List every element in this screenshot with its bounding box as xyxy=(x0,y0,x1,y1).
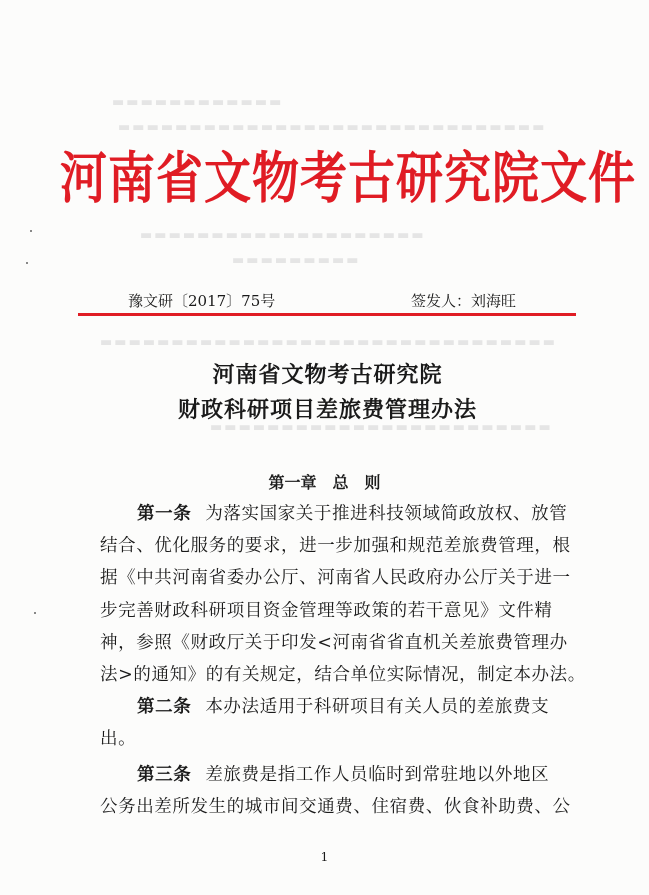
bleed-through-text: ▬▬▬▬▬▬▬▬▬ xyxy=(232,253,361,268)
article-first-line xyxy=(137,500,568,525)
article-text-line: 法>的通知》的有关规定，结合单位实际情况，制定本办法。 xyxy=(100,665,586,685)
article-text: 差旅费是指工作人员临时到常驻地以外地区 xyxy=(205,765,550,785)
scan-speck xyxy=(30,230,32,232)
article-label: 第一条 xyxy=(137,504,192,524)
article-text-line: 神，参照《财政厅关于印发<河南省省直机关差旅费管理办 xyxy=(100,633,568,653)
article-first-line xyxy=(137,693,558,718)
article-label: 第二条 xyxy=(137,697,192,717)
article-text-line: 结合、优化服务的要求，进一步加强和规范差旅费管理，根 xyxy=(100,536,571,556)
scan-speck xyxy=(26,262,28,264)
article-text-line: 据《中共河南省委办公厅、河南省人民政府办公厅关于进一 xyxy=(100,568,571,588)
red-separator-line xyxy=(78,313,576,316)
article-text: 本办法适用于科研项目有关人员的差旅费支 xyxy=(205,697,550,717)
issuer-signature: 签发人：刘海旺 xyxy=(411,292,517,310)
scan-speck xyxy=(34,612,36,614)
bleed-through-text: ▬▬▬▬▬▬▬▬▬▬▬▬▬▬▬▬▬▬▬▬▬▬▬▬ xyxy=(210,420,553,435)
article-label: 第三条 xyxy=(137,765,192,785)
article-text-line: 出。 xyxy=(100,729,137,749)
article-text-line: 步完善财政科研项目资金管理等政策的若干意见》文件精 xyxy=(100,601,553,621)
bleed-through-text: ▬▬▬▬▬▬▬▬▬▬▬▬ xyxy=(112,95,284,110)
bleed-through-text: ▬▬▬▬▬▬▬▬▬▬▬▬▬▬▬▬▬▬▬▬ xyxy=(140,228,426,243)
article-text: 为落实国家关于推进科技领域简政放权、放管 xyxy=(205,504,568,524)
page-number: 1 xyxy=(320,850,329,864)
article-text-line: 公务出差所发生的城市间交通费、住宿费、伙食补助费、公 xyxy=(100,797,571,817)
chapter-heading: 第一章 总 则 xyxy=(268,473,381,492)
document-number: 豫文研〔2017〕75号 xyxy=(128,292,276,310)
bleed-through-text: ▬▬▬▬▬▬▬▬▬▬▬▬▬▬▬▬▬▬▬▬▬▬▬▬▬▬▬▬▬▬ xyxy=(118,120,547,135)
document-title-line-1: 河南省文物考古研究院 xyxy=(212,362,443,388)
document-title-line-2: 财政科研项目差旅费管理办法 xyxy=(177,397,477,423)
agency-header-title: 河南省文物考古研究院文件 xyxy=(60,146,636,212)
article-first-line xyxy=(137,761,558,786)
bleed-through-text: ▬▬▬▬▬▬▬▬▬▬▬▬▬▬▬▬▬▬▬▬▬▬▬▬▬▬▬▬▬▬▬▬ xyxy=(100,335,558,350)
